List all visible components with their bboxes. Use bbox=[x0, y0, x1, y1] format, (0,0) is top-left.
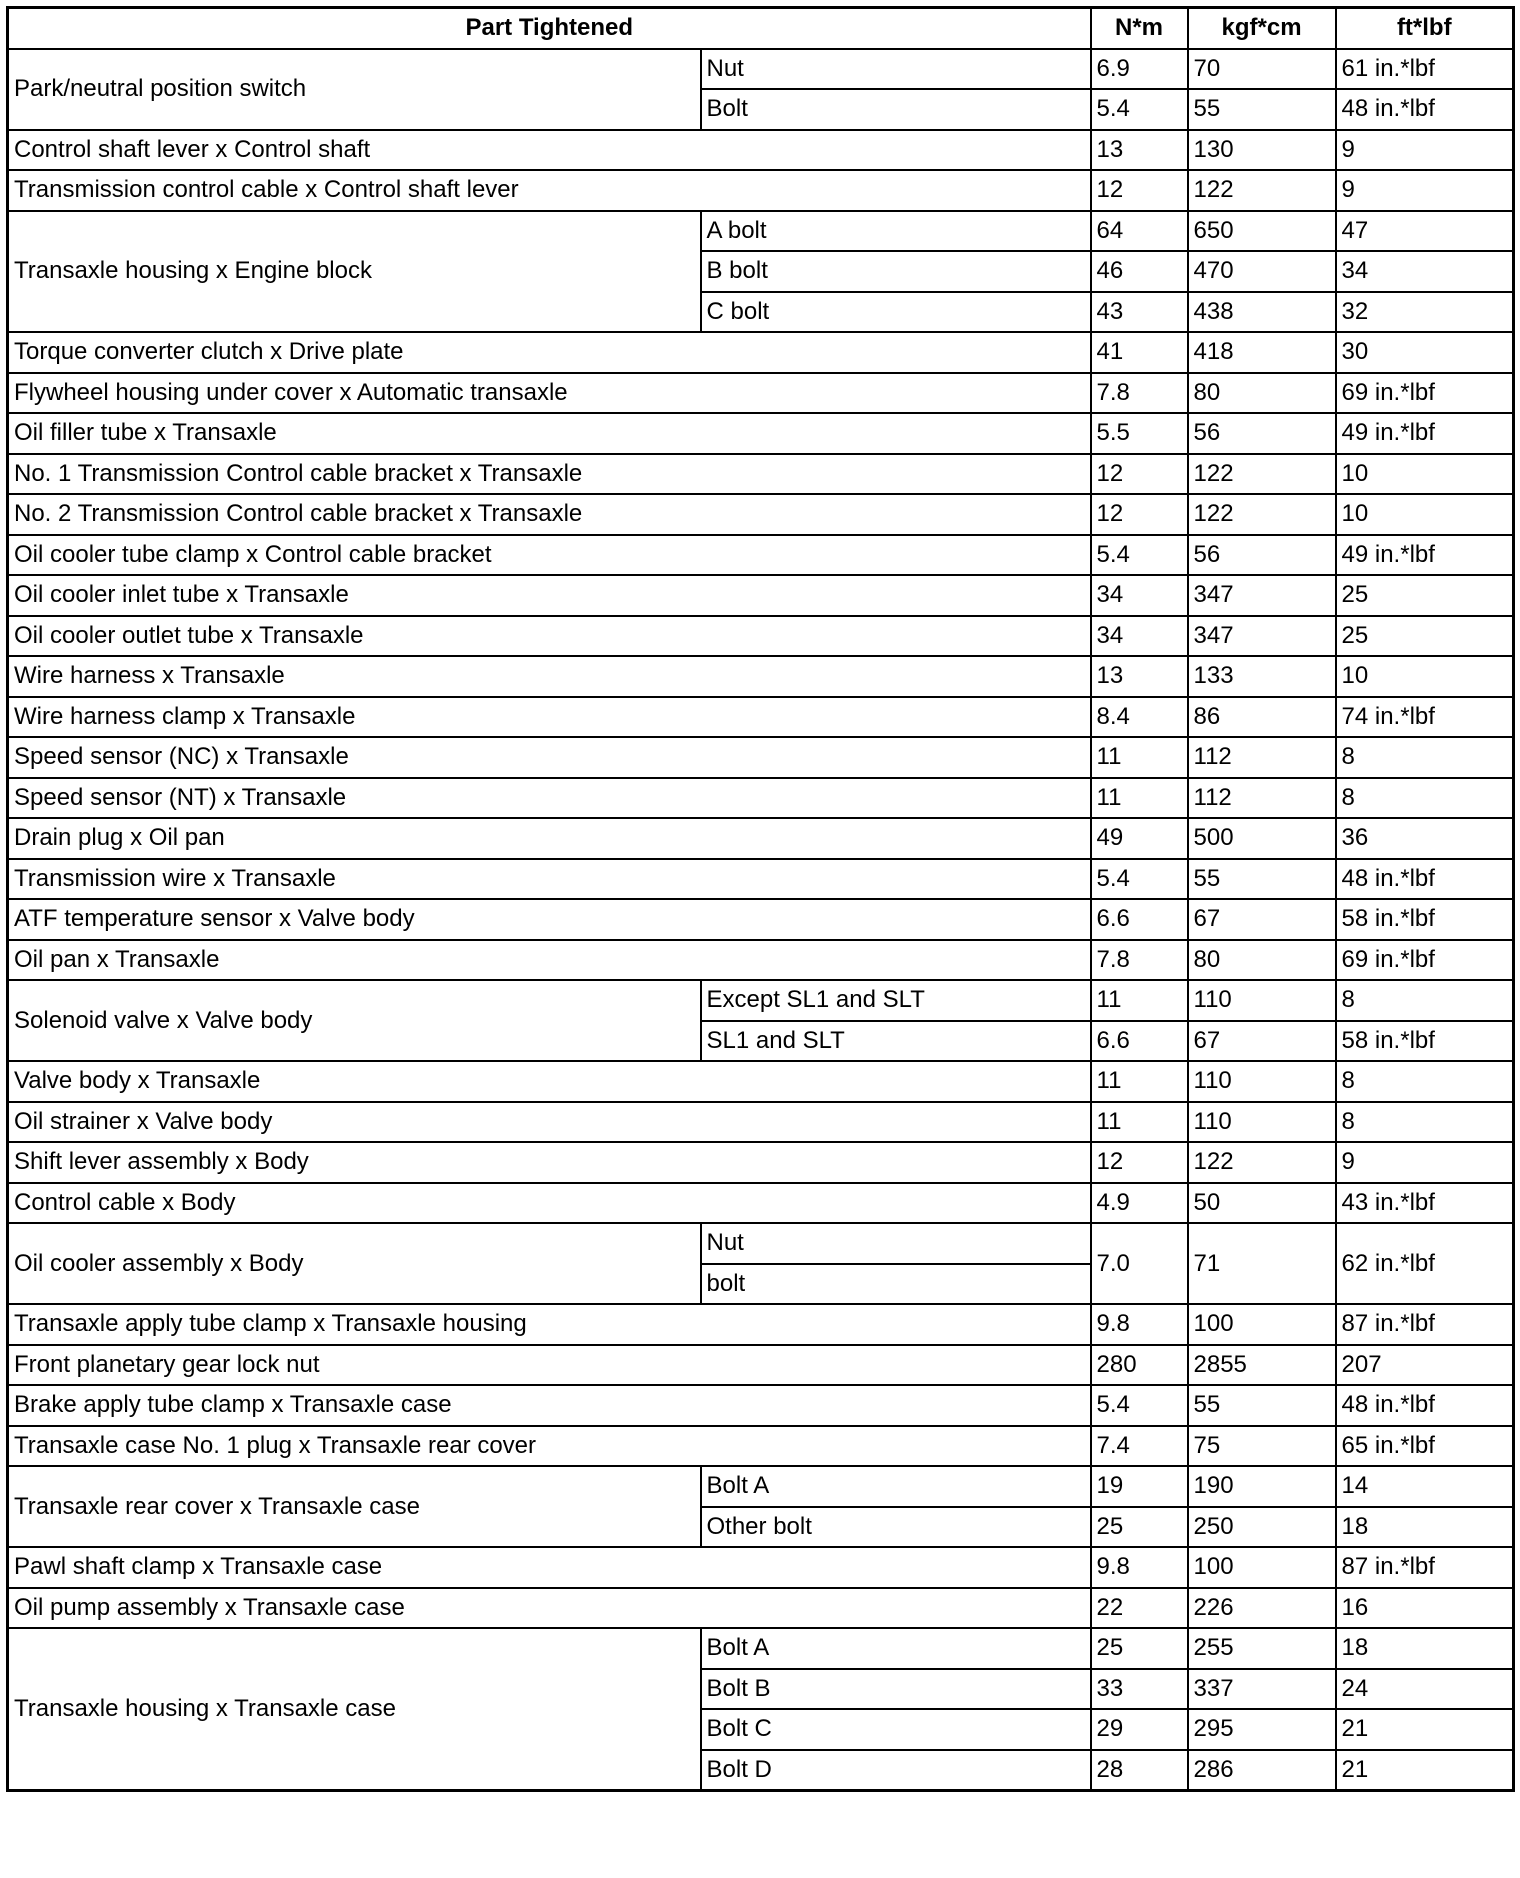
kgf-cm-value-cell: 226 bbox=[1188, 1588, 1336, 1629]
sub-part-cell: C bolt bbox=[701, 292, 1091, 333]
sub-part-cell: Bolt D bbox=[701, 1750, 1091, 1791]
ft-lbf-value-cell: 69 in.*lbf bbox=[1336, 373, 1514, 414]
part-name-cell: Wire harness x Transaxle bbox=[8, 656, 1091, 697]
kgf-cm-value-cell: 55 bbox=[1188, 1385, 1336, 1426]
kgf-cm-value-cell: 56 bbox=[1188, 535, 1336, 576]
nm-value-cell: 13 bbox=[1091, 130, 1188, 171]
kgf-cm-value-cell: 112 bbox=[1188, 778, 1336, 819]
part-name-cell: Transaxle rear cover x Transaxle case bbox=[8, 1466, 701, 1547]
kgf-cm-value-cell: 67 bbox=[1188, 899, 1336, 940]
sub-part-cell: Nut bbox=[701, 1223, 1091, 1264]
nm-value-cell: 4.9 bbox=[1091, 1183, 1188, 1224]
ft-lbf-value-cell: 43 in.*lbf bbox=[1336, 1183, 1514, 1224]
nm-value-cell: 12 bbox=[1091, 170, 1188, 211]
kgf-cm-value-cell: 250 bbox=[1188, 1507, 1336, 1548]
ft-lbf-value-cell: 9 bbox=[1336, 170, 1514, 211]
kgf-cm-value-cell: 337 bbox=[1188, 1669, 1336, 1710]
kgf-cm-value-cell: 50 bbox=[1188, 1183, 1336, 1224]
table-row bbox=[8, 1385, 1514, 1426]
table-row bbox=[8, 1183, 1514, 1224]
table-row bbox=[8, 535, 1514, 576]
ft-lbf-value-cell: 87 in.*lbf bbox=[1336, 1304, 1514, 1345]
ft-lbf-value-cell: 49 in.*lbf bbox=[1336, 535, 1514, 576]
ft-lbf-value-cell: 61 in.*lbf bbox=[1336, 49, 1514, 90]
nm-value-cell: 5.4 bbox=[1091, 535, 1188, 576]
part-name-cell: Transmission wire x Transaxle bbox=[8, 859, 1091, 900]
part-name-cell: Oil filler tube x Transaxle bbox=[8, 413, 1091, 454]
table-row bbox=[8, 1345, 1514, 1386]
kgf-cm-value-cell: 110 bbox=[1188, 1061, 1336, 1102]
part-name-cell: ATF temperature sensor x Valve body bbox=[8, 899, 1091, 940]
ft-lbf-value-cell: 25 bbox=[1336, 575, 1514, 616]
ft-lbf-value-cell: 62 in.*lbf bbox=[1336, 1223, 1514, 1304]
table-row bbox=[8, 170, 1514, 211]
kgf-cm-value-cell: 56 bbox=[1188, 413, 1336, 454]
kgf-cm-value-cell: 438 bbox=[1188, 292, 1336, 333]
nm-value-cell: 11 bbox=[1091, 980, 1188, 1021]
part-name-cell: Oil cooler assembly x Body bbox=[8, 1223, 701, 1304]
kgf-cm-value-cell: 80 bbox=[1188, 373, 1336, 414]
kgf-cm-value-cell: 86 bbox=[1188, 697, 1336, 738]
ft-lbf-value-cell: 10 bbox=[1336, 454, 1514, 495]
part-name-cell: Transaxle housing x Transaxle case bbox=[8, 1628, 701, 1791]
table-row bbox=[8, 373, 1514, 414]
kgf-cm-value-cell: 100 bbox=[1188, 1547, 1336, 1588]
nm-value-cell: 11 bbox=[1091, 1102, 1188, 1143]
part-name-cell: Transaxle case No. 1 plug x Transaxle rear cover bbox=[8, 1426, 1091, 1467]
nm-value-cell: 19 bbox=[1091, 1466, 1188, 1507]
kgf-cm-value-cell: 122 bbox=[1188, 1142, 1336, 1183]
part-name-cell: Front planetary gear lock nut bbox=[8, 1345, 1091, 1386]
table-row bbox=[8, 1466, 1514, 1507]
table-row bbox=[8, 454, 1514, 495]
kgf-cm-value-cell: 71 bbox=[1188, 1223, 1336, 1304]
table-row bbox=[8, 818, 1514, 859]
ft-lbf-value-cell: 48 in.*lbf bbox=[1336, 1385, 1514, 1426]
ft-lbf-value-cell: 36 bbox=[1336, 818, 1514, 859]
part-name-cell: Oil pump assembly x Transaxle case bbox=[8, 1588, 1091, 1629]
nm-value-cell: 280 bbox=[1091, 1345, 1188, 1386]
kgf-cm-value-cell: 286 bbox=[1188, 1750, 1336, 1791]
part-name-cell: Oil pan x Transaxle bbox=[8, 940, 1091, 981]
part-name-cell: Oil cooler outlet tube x Transaxle bbox=[8, 616, 1091, 657]
nm-value-cell: 34 bbox=[1091, 575, 1188, 616]
table-row bbox=[8, 656, 1514, 697]
kgf-cm-value-cell: 418 bbox=[1188, 332, 1336, 373]
torque-spec-table bbox=[6, 6, 1515, 1792]
ft-lbf-value-cell: 8 bbox=[1336, 1061, 1514, 1102]
kgf-cm-value-cell: 75 bbox=[1188, 1426, 1336, 1467]
table-row bbox=[8, 899, 1514, 940]
kgf-cm-value-cell: 67 bbox=[1188, 1021, 1336, 1062]
part-name-cell: Pawl shaft clamp x Transaxle case bbox=[8, 1547, 1091, 1588]
table-row bbox=[8, 1588, 1514, 1629]
nm-value-cell: 7.0 bbox=[1091, 1223, 1188, 1304]
kgf-cm-value-cell: 122 bbox=[1188, 494, 1336, 535]
ft-lbf-value-cell: 69 in.*lbf bbox=[1336, 940, 1514, 981]
nm-value-cell: 7.8 bbox=[1091, 373, 1188, 414]
ft-lbf-value-cell: 16 bbox=[1336, 1588, 1514, 1629]
sub-part-cell: Bolt A bbox=[701, 1628, 1091, 1669]
table-row bbox=[8, 1142, 1514, 1183]
table-row bbox=[8, 575, 1514, 616]
part-name-cell: Transmission control cable x Control shaft lever bbox=[8, 170, 1091, 211]
ft-lbf-value-cell: 47 bbox=[1336, 211, 1514, 252]
part-name-cell: Oil cooler tube clamp x Control cable bracket bbox=[8, 535, 1091, 576]
ft-lbf-value-cell: 48 in.*lbf bbox=[1336, 859, 1514, 900]
table-row bbox=[8, 413, 1514, 454]
ft-lbf-value-cell: 48 in.*lbf bbox=[1336, 89, 1514, 130]
header-part-tightened: Part Tightened bbox=[8, 8, 1091, 49]
table-row bbox=[8, 1304, 1514, 1345]
nm-value-cell: 5.4 bbox=[1091, 89, 1188, 130]
torque-spec-sheet bbox=[6, 6, 1512, 1792]
part-name-cell: Control shaft lever x Control shaft bbox=[8, 130, 1091, 171]
kgf-cm-value-cell: 110 bbox=[1188, 1102, 1336, 1143]
table-row bbox=[8, 980, 1514, 1021]
table-row bbox=[8, 859, 1514, 900]
table-row bbox=[8, 1061, 1514, 1102]
ft-lbf-value-cell: 58 in.*lbf bbox=[1336, 899, 1514, 940]
kgf-cm-value-cell: 122 bbox=[1188, 454, 1336, 495]
ft-lbf-value-cell: 9 bbox=[1336, 1142, 1514, 1183]
ft-lbf-value-cell: 21 bbox=[1336, 1750, 1514, 1791]
part-name-cell: Transaxle apply tube clamp x Transaxle housing bbox=[8, 1304, 1091, 1345]
sub-part-cell: B bolt bbox=[701, 251, 1091, 292]
kgf-cm-value-cell: 55 bbox=[1188, 89, 1336, 130]
part-name-cell: No. 2 Transmission Control cable bracket x Transaxle bbox=[8, 494, 1091, 535]
table-row bbox=[8, 1102, 1514, 1143]
sub-part-cell: Bolt bbox=[701, 89, 1091, 130]
ft-lbf-value-cell: 24 bbox=[1336, 1669, 1514, 1710]
kgf-cm-value-cell: 133 bbox=[1188, 656, 1336, 697]
table-row bbox=[8, 778, 1514, 819]
sub-part-cell: bolt bbox=[701, 1264, 1091, 1305]
kgf-cm-value-cell: 500 bbox=[1188, 818, 1336, 859]
ft-lbf-value-cell: 87 in.*lbf bbox=[1336, 1547, 1514, 1588]
part-name-cell: Oil cooler inlet tube x Transaxle bbox=[8, 575, 1091, 616]
part-name-cell: Drain plug x Oil pan bbox=[8, 818, 1091, 859]
ft-lbf-value-cell: 74 in.*lbf bbox=[1336, 697, 1514, 738]
ft-lbf-value-cell: 8 bbox=[1336, 778, 1514, 819]
ft-lbf-value-cell: 49 in.*lbf bbox=[1336, 413, 1514, 454]
nm-value-cell: 8.4 bbox=[1091, 697, 1188, 738]
nm-value-cell: 33 bbox=[1091, 1669, 1188, 1710]
part-name-cell: Valve body x Transaxle bbox=[8, 1061, 1091, 1102]
nm-value-cell: 43 bbox=[1091, 292, 1188, 333]
sub-part-cell: Other bolt bbox=[701, 1507, 1091, 1548]
table-row bbox=[8, 49, 1514, 90]
table-row bbox=[8, 494, 1514, 535]
nm-value-cell: 29 bbox=[1091, 1709, 1188, 1750]
ft-lbf-value-cell: 8 bbox=[1336, 980, 1514, 1021]
part-name-cell: Transaxle housing x Engine block bbox=[8, 211, 701, 333]
ft-lbf-value-cell: 18 bbox=[1336, 1628, 1514, 1669]
table-row bbox=[8, 332, 1514, 373]
nm-value-cell: 6.6 bbox=[1091, 899, 1188, 940]
nm-value-cell: 49 bbox=[1091, 818, 1188, 859]
part-name-cell: Oil strainer x Valve body bbox=[8, 1102, 1091, 1143]
kgf-cm-value-cell: 2855 bbox=[1188, 1345, 1336, 1386]
kgf-cm-value-cell: 650 bbox=[1188, 211, 1336, 252]
table-row bbox=[8, 1628, 1514, 1669]
nm-value-cell: 9.8 bbox=[1091, 1547, 1188, 1588]
nm-value-cell: 34 bbox=[1091, 616, 1188, 657]
kgf-cm-value-cell: 470 bbox=[1188, 251, 1336, 292]
nm-value-cell: 11 bbox=[1091, 737, 1188, 778]
ft-lbf-value-cell: 207 bbox=[1336, 1345, 1514, 1386]
ft-lbf-value-cell: 10 bbox=[1336, 494, 1514, 535]
table-row bbox=[8, 737, 1514, 778]
nm-value-cell: 11 bbox=[1091, 778, 1188, 819]
header-row bbox=[8, 8, 1514, 49]
part-name-cell: Shift lever assembly x Body bbox=[8, 1142, 1091, 1183]
kgf-cm-value-cell: 130 bbox=[1188, 130, 1336, 171]
ft-lbf-value-cell: 58 in.*lbf bbox=[1336, 1021, 1514, 1062]
nm-value-cell: 11 bbox=[1091, 1061, 1188, 1102]
nm-value-cell: 7.8 bbox=[1091, 940, 1188, 981]
table-row bbox=[8, 1426, 1514, 1467]
kgf-cm-value-cell: 295 bbox=[1188, 1709, 1336, 1750]
sub-part-cell: Bolt B bbox=[701, 1669, 1091, 1710]
part-name-cell: Wire harness clamp x Transaxle bbox=[8, 697, 1091, 738]
part-name-cell: Flywheel housing under cover x Automatic transaxle bbox=[8, 373, 1091, 414]
kgf-cm-value-cell: 190 bbox=[1188, 1466, 1336, 1507]
kgf-cm-value-cell: 80 bbox=[1188, 940, 1336, 981]
table-row bbox=[8, 1547, 1514, 1588]
kgf-cm-value-cell: 110 bbox=[1188, 980, 1336, 1021]
table-row bbox=[8, 616, 1514, 657]
sub-part-cell: A bolt bbox=[701, 211, 1091, 252]
ft-lbf-value-cell: 21 bbox=[1336, 1709, 1514, 1750]
ft-lbf-value-cell: 8 bbox=[1336, 737, 1514, 778]
table-row bbox=[8, 940, 1514, 981]
nm-value-cell: 41 bbox=[1091, 332, 1188, 373]
ft-lbf-value-cell: 25 bbox=[1336, 616, 1514, 657]
ft-lbf-value-cell: 30 bbox=[1336, 332, 1514, 373]
nm-value-cell: 28 bbox=[1091, 1750, 1188, 1791]
header-nm: N*m bbox=[1091, 8, 1188, 49]
nm-value-cell: 5.4 bbox=[1091, 1385, 1188, 1426]
header-ft-lbf: ft*lbf bbox=[1336, 8, 1514, 49]
ft-lbf-value-cell: 8 bbox=[1336, 1102, 1514, 1143]
part-name-cell: Speed sensor (NC) x Transaxle bbox=[8, 737, 1091, 778]
nm-value-cell: 25 bbox=[1091, 1507, 1188, 1548]
sub-part-cell: Bolt A bbox=[701, 1466, 1091, 1507]
ft-lbf-value-cell: 9 bbox=[1336, 130, 1514, 171]
nm-value-cell: 13 bbox=[1091, 656, 1188, 697]
nm-value-cell: 9.8 bbox=[1091, 1304, 1188, 1345]
part-name-cell: No. 1 Transmission Control cable bracket x Transaxle bbox=[8, 454, 1091, 495]
nm-value-cell: 22 bbox=[1091, 1588, 1188, 1629]
ft-lbf-value-cell: 18 bbox=[1336, 1507, 1514, 1548]
nm-value-cell: 12 bbox=[1091, 454, 1188, 495]
kgf-cm-value-cell: 112 bbox=[1188, 737, 1336, 778]
nm-value-cell: 46 bbox=[1091, 251, 1188, 292]
ft-lbf-value-cell: 14 bbox=[1336, 1466, 1514, 1507]
part-name-cell: Solenoid valve x Valve body bbox=[8, 980, 701, 1061]
nm-value-cell: 5.5 bbox=[1091, 413, 1188, 454]
sub-part-cell: Except SL1 and SLT bbox=[701, 980, 1091, 1021]
table-body bbox=[8, 49, 1514, 1791]
part-name-cell: Brake apply tube clamp x Transaxle case bbox=[8, 1385, 1091, 1426]
table-row bbox=[8, 1223, 1514, 1264]
nm-value-cell: 7.4 bbox=[1091, 1426, 1188, 1467]
part-name-cell: Speed sensor (NT) x Transaxle bbox=[8, 778, 1091, 819]
kgf-cm-value-cell: 347 bbox=[1188, 616, 1336, 657]
ft-lbf-value-cell: 32 bbox=[1336, 292, 1514, 333]
ft-lbf-value-cell: 65 in.*lbf bbox=[1336, 1426, 1514, 1467]
sub-part-cell: Bolt C bbox=[701, 1709, 1091, 1750]
nm-value-cell: 25 bbox=[1091, 1628, 1188, 1669]
table-row bbox=[8, 697, 1514, 738]
ft-lbf-value-cell: 34 bbox=[1336, 251, 1514, 292]
ft-lbf-value-cell: 10 bbox=[1336, 656, 1514, 697]
kgf-cm-value-cell: 255 bbox=[1188, 1628, 1336, 1669]
table-row bbox=[8, 211, 1514, 252]
nm-value-cell: 6.6 bbox=[1091, 1021, 1188, 1062]
kgf-cm-value-cell: 122 bbox=[1188, 170, 1336, 211]
sub-part-cell: Nut bbox=[701, 49, 1091, 90]
part-name-cell: Torque converter clutch x Drive plate bbox=[8, 332, 1091, 373]
kgf-cm-value-cell: 70 bbox=[1188, 49, 1336, 90]
sub-part-cell: SL1 and SLT bbox=[701, 1021, 1091, 1062]
kgf-cm-value-cell: 347 bbox=[1188, 575, 1336, 616]
nm-value-cell: 5.4 bbox=[1091, 859, 1188, 900]
part-name-cell: Park/neutral position switch bbox=[8, 49, 701, 130]
nm-value-cell: 12 bbox=[1091, 1142, 1188, 1183]
header-kgf-cm: kgf*cm bbox=[1188, 8, 1336, 49]
part-name-cell: Control cable x Body bbox=[8, 1183, 1091, 1224]
nm-value-cell: 64 bbox=[1091, 211, 1188, 252]
kgf-cm-value-cell: 55 bbox=[1188, 859, 1336, 900]
table-row bbox=[8, 130, 1514, 171]
nm-value-cell: 12 bbox=[1091, 494, 1188, 535]
kgf-cm-value-cell: 100 bbox=[1188, 1304, 1336, 1345]
nm-value-cell: 6.9 bbox=[1091, 49, 1188, 90]
